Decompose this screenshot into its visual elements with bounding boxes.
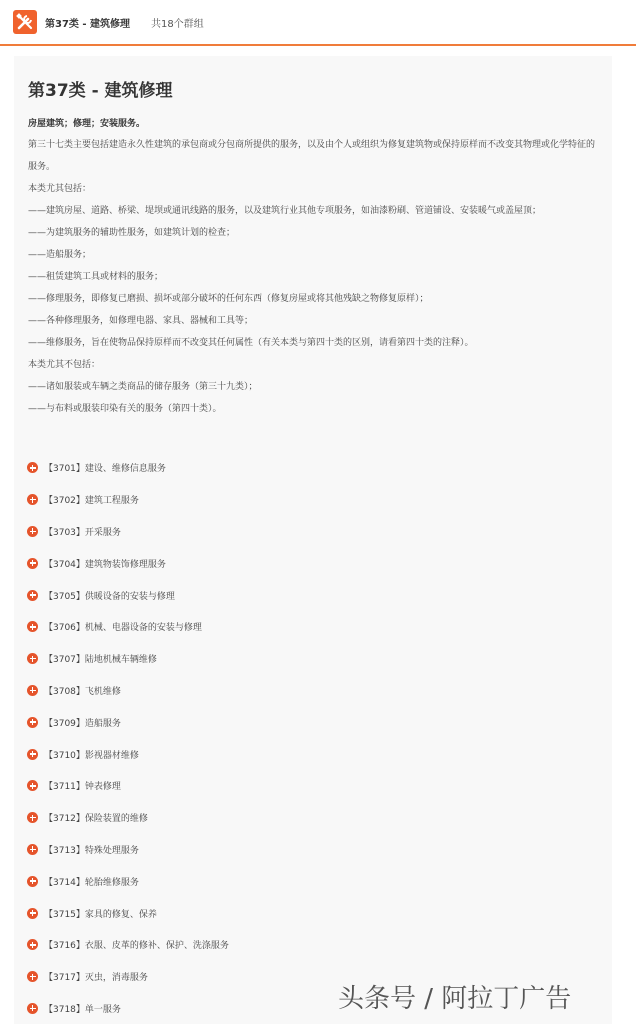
plus-circle-icon[interactable]: [27, 590, 38, 601]
group-item-3713[interactable]: [27, 834, 602, 866]
group-label: 【3716】衣服、皮革的修补、保护、洗涤服务: [44, 941, 229, 952]
group-label: 【3701】建设、维修信息服务: [44, 464, 166, 475]
plus-circle-icon[interactable]: [27, 526, 38, 537]
group-count: 共18个群组: [151, 19, 204, 30]
group-label: 【3711】钟表修理: [44, 782, 121, 793]
plus-circle-icon[interactable]: [27, 780, 38, 791]
description-paragraph: ——各种修理服务，如修理电器、家具、器械和工具等；: [28, 316, 254, 326]
tools-icon: [13, 10, 37, 34]
class-description: [28, 134, 603, 420]
plus-circle-icon[interactable]: [27, 1003, 38, 1014]
plus-circle-icon[interactable]: [27, 685, 38, 696]
group-label: 【3717】灭虫，消毒服务: [44, 973, 148, 984]
class-detail-panel: [14, 56, 612, 1024]
description-paragraph: ——建筑房屋、道路、桥梁、堤坝或通讯线路的服务，以及建筑行业其他专项服务，如油漆粉刷、管道铺设、安装暖气或盖屋顶；: [28, 206, 542, 216]
group-item-3710[interactable]: [27, 738, 602, 770]
group-item-3705[interactable]: [27, 579, 602, 611]
description-paragraph: ——造船服务；: [28, 250, 92, 260]
group-item-3703[interactable]: [27, 516, 602, 548]
page-header: [0, 0, 636, 46]
plus-circle-icon[interactable]: [27, 939, 38, 950]
group-item-3708[interactable]: [27, 675, 602, 707]
plus-circle-icon[interactable]: [27, 971, 38, 982]
description-paragraph: ——诸如服装或车辆之类商品的储存服务（第三十九类）；: [28, 382, 258, 392]
class-subtitle: 房屋建筑；修理；安装服务。: [28, 119, 146, 129]
group-label: 【3703】开采服务: [44, 527, 121, 538]
group-item-3704[interactable]: [27, 547, 602, 579]
group-item-3709[interactable]: [27, 706, 602, 738]
page-title: 第37类 - 建筑修理: [28, 81, 173, 101]
plus-circle-icon[interactable]: [27, 558, 38, 569]
plus-circle-icon[interactable]: [27, 844, 38, 855]
group-item-3716[interactable]: [27, 929, 602, 961]
group-label: 【3713】特殊处理服务: [44, 845, 139, 856]
group-item-3711[interactable]: [27, 770, 602, 802]
group-label: 【3707】陆地机械车辆维修: [44, 655, 157, 666]
group-label: 【3718】单一服务: [44, 1004, 121, 1015]
group-label: 【3714】轮胎维修服务: [44, 877, 139, 888]
description-paragraph: ——维修服务，旨在使物品保持原样而不改变其任何属性（有关本类与第四十类的区别，请看第四十类的注释）。: [28, 338, 474, 348]
description-paragraph: 本类尤其不包括：: [28, 360, 101, 370]
group-item-3715[interactable]: [27, 897, 602, 929]
group-item-3702[interactable]: [27, 484, 602, 516]
group-label: 【3712】保险装置的维修: [44, 814, 148, 825]
group-item-3706[interactable]: [27, 611, 602, 643]
plus-circle-icon[interactable]: [27, 717, 38, 728]
plus-circle-icon[interactable]: [27, 812, 38, 823]
plus-circle-icon[interactable]: [27, 462, 38, 473]
group-list: [27, 452, 602, 1024]
description-paragraph: 第三十七类主要包括建造永久性建筑的承包商或分包商所提供的服务，以及由个人或组织为修复建筑物或保持原样而不改变其物理或化学特征的服务。: [28, 140, 596, 172]
group-label: 【3702】建筑工程服务: [44, 496, 139, 507]
group-label: 【3704】建筑物装饰修理服务: [44, 559, 166, 570]
group-item-3712[interactable]: [27, 802, 602, 834]
plus-circle-icon[interactable]: [27, 621, 38, 632]
description-paragraph: ——为建筑服务的辅助性服务，如建筑计划的检查；: [28, 228, 236, 238]
group-label: 【3708】飞机维修: [44, 686, 121, 697]
watermark: 头条号 / 阿拉丁广告: [338, 984, 572, 1014]
group-label: 【3706】机械、电器设备的安装与修理: [44, 623, 202, 634]
plus-circle-icon[interactable]: [27, 653, 38, 664]
plus-circle-icon[interactable]: [27, 908, 38, 919]
description-paragraph: ——修理服务，即修复已磨损、损坏或部分破坏的任何东西（修复房屋或将其他残缺之物修复原样）；: [28, 294, 429, 304]
description-paragraph: 本类尤其包括：: [28, 184, 92, 194]
group-label: 【3709】造船服务: [44, 718, 121, 729]
group-item-3707[interactable]: [27, 643, 602, 675]
group-label: 【3710】影视器材维修: [44, 750, 139, 761]
description-paragraph: ——租赁建筑工具或材料的服务；: [28, 272, 164, 282]
plus-circle-icon[interactable]: [27, 749, 38, 760]
plus-circle-icon[interactable]: [27, 876, 38, 887]
group-item-3701[interactable]: [27, 452, 602, 484]
group-label: 【3715】家具的修复、保养: [44, 909, 157, 920]
plus-circle-icon[interactable]: [27, 494, 38, 505]
header-title: 第37类 - 建筑修理: [45, 19, 131, 30]
group-item-3714[interactable]: [27, 865, 602, 897]
description-paragraph: ——与布料或服装印染有关的服务（第四十类）。: [28, 404, 222, 414]
group-label: 【3705】供暖设备的安装与修理: [44, 591, 175, 602]
